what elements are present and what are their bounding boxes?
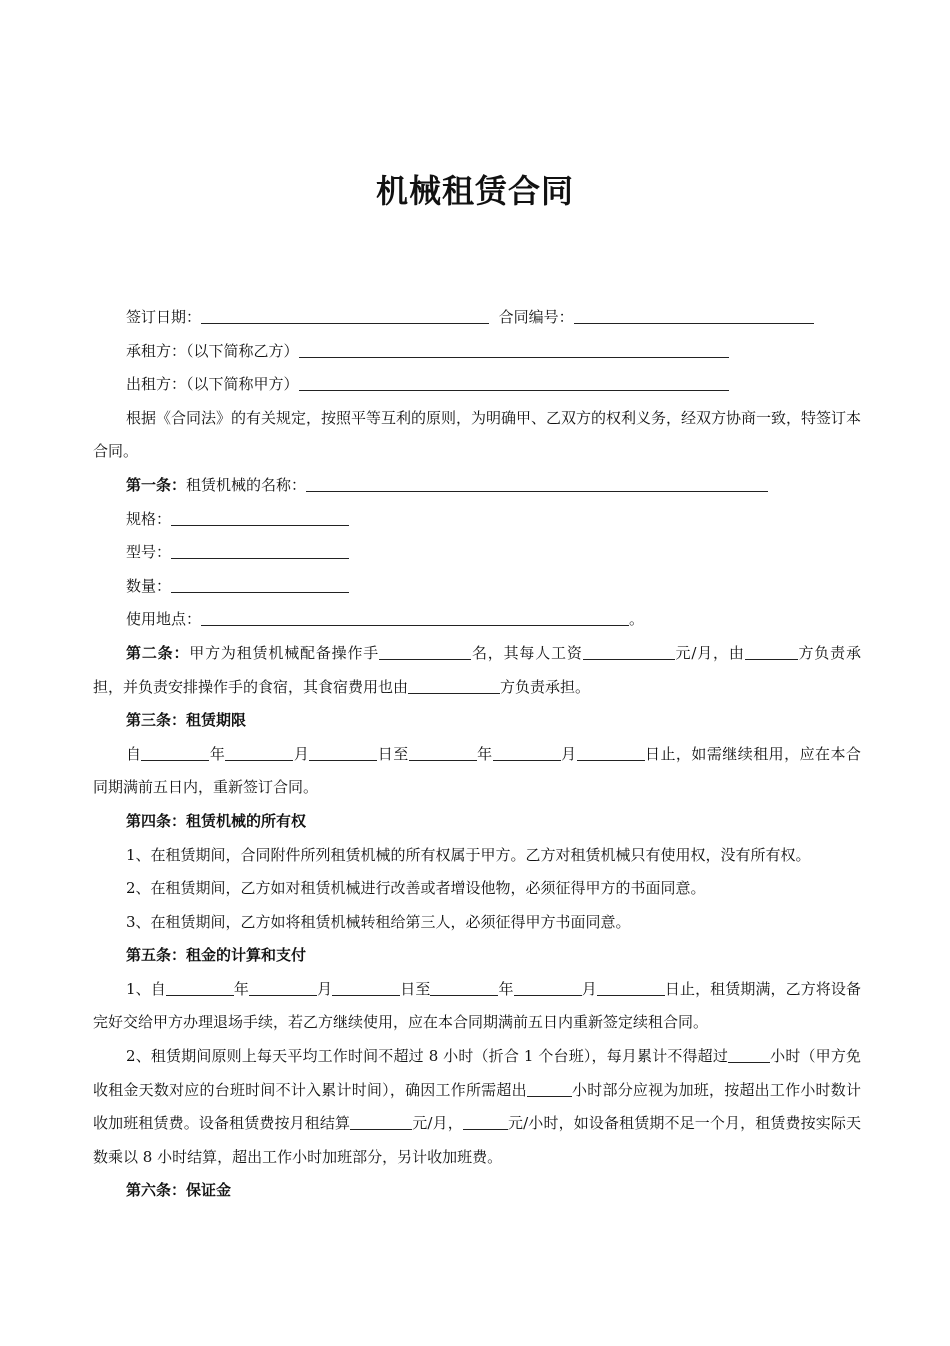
art5-day-to: 日至 [400, 979, 431, 998]
art6-heading: 第六条：保证金 [126, 1181, 232, 1200]
art1-name-label: 租赁机械的名称： [186, 475, 307, 494]
art5-paragraph-1 [93, 973, 861, 1040]
model-label: 型号： [126, 543, 172, 562]
place-label: 使用地点： [126, 610, 202, 629]
wage-party-blank[interactable] [745, 643, 798, 660]
spec-label: 规格： [126, 509, 172, 528]
end-month-blank[interactable] [493, 744, 561, 761]
art3-from: 自 [126, 744, 142, 763]
art3-heading: 第三条：租赁期限 [126, 711, 247, 730]
operator-count-blank[interactable] [379, 643, 471, 660]
end-day-blank[interactable] [577, 744, 645, 761]
art3-tail: 日止，如需继续租用，应在本合同期满前五日内，重新签订合同。 [93, 744, 861, 797]
board-party-blank[interactable] [408, 677, 500, 694]
document-title: 机械租赁合同 [375, 172, 574, 210]
monthly-hours-blank[interactable] [728, 1046, 770, 1063]
spec-blank[interactable] [171, 509, 349, 526]
qty-label: 数量： [126, 576, 172, 595]
art5-month-2: 月 [581, 979, 597, 998]
art5-year-1: 年 [233, 979, 249, 998]
hourly-rent-blank[interactable] [463, 1113, 508, 1130]
end-year-blank[interactable] [409, 744, 477, 761]
art3-year-1: 年 [209, 744, 226, 763]
rent-end-year-blank[interactable] [430, 979, 498, 996]
machine-name-blank[interactable] [306, 475, 768, 492]
wage-blank[interactable] [583, 643, 675, 660]
art4-item-3: 3、在租赁期间，乙方如将租赁机械转租给第三人，必须征得甲方书面同意。 [126, 912, 631, 931]
art3-day-to: 日至 [377, 744, 409, 763]
art2-text-5: 方负责承担。 [500, 677, 591, 696]
start-year-blank[interactable] [141, 744, 209, 761]
lessee-line [93, 335, 861, 369]
art1-name-line [93, 469, 861, 503]
rent-start-year-blank[interactable] [166, 979, 234, 996]
art1-heading: 第一条： [126, 475, 187, 494]
model-blank[interactable] [171, 542, 349, 559]
art5-p2-text-4: 元/月， [412, 1114, 463, 1133]
art5-paragraph-2 [93, 1040, 861, 1174]
art3-paragraph [93, 738, 861, 805]
art2-text-4: 方负责承担，并负责安排操作手的食宿，其食宿费用也由 [93, 643, 861, 696]
art1-spec-line [93, 503, 861, 537]
art1-model-line [93, 536, 861, 570]
art5-p1-start: 1、自 [126, 979, 166, 998]
art4-heading: 第四条：租赁机械的所有权 [126, 811, 307, 830]
art3-year-2: 年 [476, 744, 493, 763]
art4-item-2: 2、在租赁期间，乙方如对租赁机械进行改善或者增设他物，必须征得甲方的书面同意。 [126, 879, 706, 898]
art4-item-1: 1、在租赁期间，合同附件所列租赁机械的所有权属于甲方。乙方对租赁机械只有使用权，没有所有权。 [126, 845, 811, 864]
contract-body [93, 301, 861, 1208]
rent-start-month-blank[interactable] [249, 979, 317, 996]
art5-p2-text-5: 元/小时，如设备租赁期不足一个月，租赁费按实际天数乘以 8 小时结算，超出工作小时加班部分，另计收加班费。 [93, 1114, 861, 1166]
art2-paragraph [93, 637, 861, 704]
art5-month-1: 月 [317, 979, 333, 998]
intro-paragraph: 根据《合同法》的有关规定，按照平等互利的原则，为明确甲、乙双方的权利义务，经双方协商一致，特签订本合同。 [93, 408, 862, 461]
rent-end-month-blank[interactable] [514, 979, 582, 996]
art5-p2-text-3: 小时部分应视为加班，按超出工作小时数计收加班租赁费。设备租赁费按月租结算 [93, 1080, 861, 1133]
art5-year-2: 年 [498, 979, 514, 998]
sign-date-label: 签订日期： [126, 308, 202, 326]
art1-qty-line [93, 570, 861, 604]
lessee-blank[interactable] [299, 341, 729, 358]
art5-p1-tail: 日止，租赁期满，乙方将设备完好交给甲方办理退场手续，若乙方继续使用，应在本合同期满前五日内重新签定续租合同。 [93, 979, 861, 1032]
monthly-rent-blank[interactable] [350, 1113, 412, 1130]
place-blank[interactable] [201, 609, 629, 626]
art5-heading: 第五条：租金的计算和支付 [126, 946, 307, 965]
qty-blank[interactable] [171, 576, 349, 593]
lessor-blank[interactable] [299, 374, 729, 391]
sign-date-blank[interactable] [201, 307, 489, 324]
art5-p2-text-1: 2、租赁期间原则上每天平均工作时间不超过 8 小时（折合 1 个台班），每月累计不得超过 [126, 1047, 729, 1066]
art2-text-1: 甲方为租赁机械配备操作手 [189, 643, 380, 662]
sign-date-line [93, 301, 861, 335]
art2-heading: 第二条： [126, 643, 190, 662]
overtime-hours-blank[interactable] [527, 1080, 572, 1097]
contract-no-label: 合同编号： [498, 308, 574, 326]
art5-p2-text-2: 小时（甲方免收租金天数对应的台班时间不计入累计时间），确因工作所需超出 [93, 1047, 861, 1099]
contract-no-blank[interactable] [574, 307, 814, 324]
lessee-label: 承租方：（以下简称乙方） [126, 341, 299, 360]
rent-end-day-blank[interactable] [597, 979, 665, 996]
art3-month-2: 月 [560, 744, 577, 763]
lessor-line [93, 368, 861, 402]
lessor-label: 出租方：（以下简称甲方） [126, 375, 299, 394]
art3-month-1: 月 [293, 744, 310, 763]
start-month-blank[interactable] [225, 744, 293, 761]
place-end: 。 [629, 610, 645, 629]
art1-place-line [93, 603, 861, 637]
art2-text-2: 名，其每人工资 [471, 643, 583, 662]
rent-start-day-blank[interactable] [332, 979, 400, 996]
art2-text-3: 元/月，由 [674, 643, 745, 662]
start-day-blank[interactable] [309, 744, 377, 761]
